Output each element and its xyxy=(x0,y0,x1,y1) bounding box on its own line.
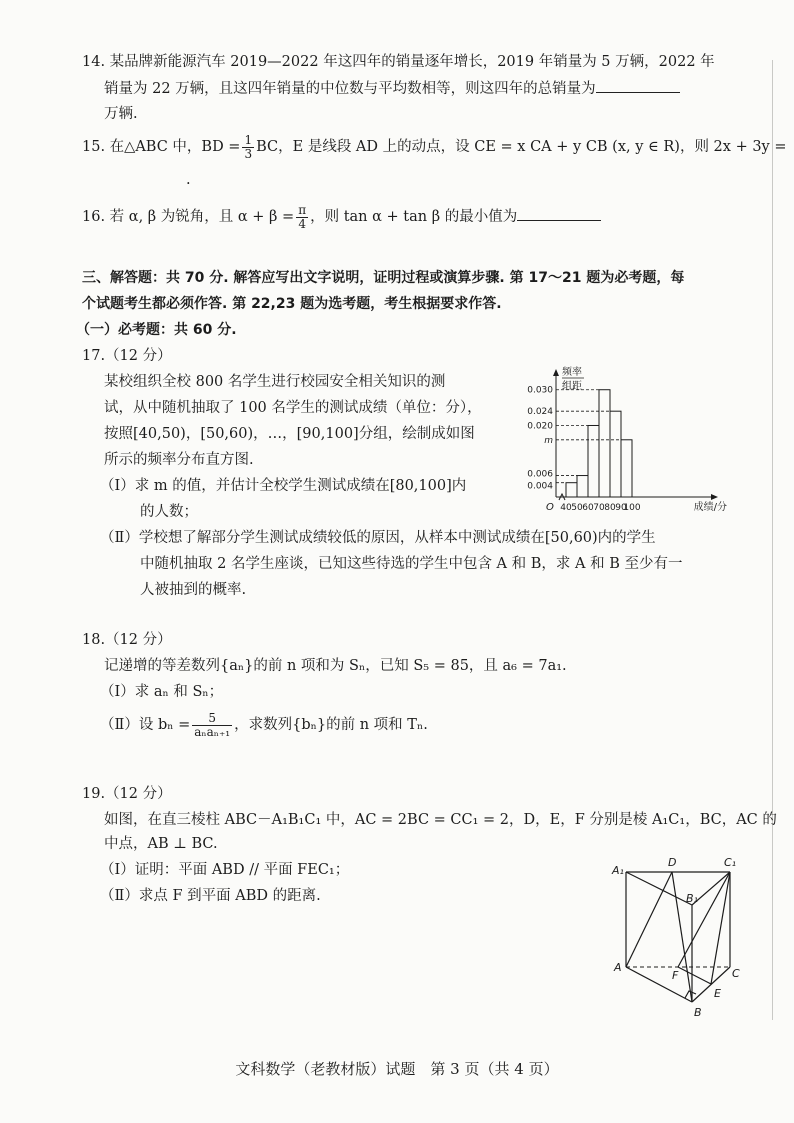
q19-l4: （Ⅱ）求点 F 到平面 ABD 的距离. xyxy=(100,888,321,904)
q17-l6: 的人数； xyxy=(140,504,198,520)
frequency-histogram xyxy=(508,366,728,516)
q15-fraction xyxy=(242,134,254,161)
y-tick-label: 0.030 xyxy=(527,385,553,396)
q15-text-b: BC，E 是线段 AD 上的动点，设 CE = x CA + y CB (x, y ∈ R)，则 2x + 3y = xyxy=(256,139,787,155)
section3-line2: 个试题考生都必须作答. 第 22,23 题为选考题，考生根据要求作答. xyxy=(82,296,502,312)
q17-l7: （Ⅱ）学校想了解部分学生测试成绩较低的原因，从样本中测试成绩在[50,60)内的学生 xyxy=(100,530,656,546)
edge-bc xyxy=(692,967,730,1002)
q18-l1: 记递增的等差数列{aₙ}的前 n 项和为 Sₙ，已知 S₅ = 85，且 a₆ = 7a₁. xyxy=(104,658,567,674)
q14-answer-blank[interactable] xyxy=(596,78,680,93)
y-tick-label: 0.020 xyxy=(527,421,553,432)
bar-[40,50) xyxy=(566,483,577,497)
q15-frac-num: 1 xyxy=(244,132,253,147)
q19-l3: （Ⅰ）证明：平面 ABD // 平面 FEC₁； xyxy=(100,862,350,878)
q18-l3-text-a: （Ⅱ）设 bₙ = xyxy=(100,717,191,733)
x-tick-label: 90 xyxy=(615,503,627,513)
label-e: E xyxy=(714,987,721,1000)
bar-[90,100] xyxy=(621,440,632,497)
q19-head: 19.（12 分） xyxy=(82,786,172,802)
q18-l3-text-b: ，求数列{bₙ}的前 n 项和 Tₙ. xyxy=(234,717,428,733)
q16-fraction xyxy=(296,204,308,231)
q15-frac-den: 3 xyxy=(244,146,253,161)
label-b: B xyxy=(694,1006,702,1019)
label-d: D xyxy=(668,856,677,869)
x-tick-label: 100 xyxy=(623,503,641,513)
q14-line1: 14. 某品牌新能源汽车 2019—2022 年这四年的销量逐年增长，2019 年销量为 5 万辆，2022 年 xyxy=(82,54,715,70)
q18-l2: （Ⅰ）求 aₙ 和 Sₙ； xyxy=(100,684,224,700)
y-axis-arrow xyxy=(553,369,559,376)
seg-da xyxy=(626,872,672,967)
seg-fe xyxy=(678,967,711,984)
y-tick-label: 0.006 xyxy=(527,469,553,480)
x-tick-label: 60 xyxy=(582,503,594,513)
q17-l1: 某校组织全校 800 名学生进行校园安全相关知识的测 xyxy=(104,374,446,390)
label-f: F xyxy=(672,969,679,982)
edge-ab xyxy=(626,967,692,1002)
q19-l2: 中点，AB ⊥ BC. xyxy=(104,836,218,852)
q17-l5: （Ⅰ）求 m 的值，并估计全校学生测试成绩在[80,100]内 xyxy=(100,478,467,494)
q18-l3 xyxy=(100,710,428,740)
section3-line3: （一）必考题：共 60 分. xyxy=(76,322,237,338)
q18-fraction xyxy=(192,712,232,739)
x-tick-label: 70 xyxy=(593,503,605,513)
q14-line2 xyxy=(104,78,680,99)
page-edge xyxy=(772,60,773,1020)
x-tick-label: 50 xyxy=(571,503,583,513)
label-c1: C₁ xyxy=(724,856,737,869)
q18-frac-num: 5 xyxy=(192,712,232,726)
label-c: C xyxy=(732,967,740,980)
y-axis-label-top: 频率 xyxy=(562,367,582,378)
prism-figure xyxy=(610,852,750,1022)
q17-l9: 人被抽到的概率. xyxy=(140,582,247,598)
q15-text-a: 15. 在△ABC 中，BD = xyxy=(82,139,241,155)
x-tick-label: 80 xyxy=(604,503,616,513)
q15-line xyxy=(82,132,787,162)
y-tick-label: 0.004 xyxy=(527,481,553,492)
q14-line2-text: 销量为 22 万辆，且这四年销量的中位数与平均数相等，则这四年的总销量为 xyxy=(104,81,596,97)
q16-line xyxy=(82,202,601,232)
q14-line3: 万辆. xyxy=(104,106,138,122)
q17-l2: 试，从中随机抽取了 100 名学生的测试成绩（单位：分）， xyxy=(104,400,482,416)
label-b1: B₁ xyxy=(686,892,698,905)
y-tick-label: 0.024 xyxy=(527,407,553,418)
q16-text-a: 16. 若 α, β 为锐角，且 α + β = xyxy=(82,209,295,225)
q18-frac-den: aₙaₙ₊₁ xyxy=(194,724,231,739)
q19-l1: 如图，在直三棱柱 ABC－A₁B₁C₁ 中，AC = 2BC = CC₁ = 2，D，E，F 分别是棱 A₁C₁，BC，AC 的 xyxy=(104,812,777,828)
bar-[70,80) xyxy=(599,390,610,497)
bar-[60,70) xyxy=(588,425,599,497)
section3-line1: 三、解答题：共 70 分. 解答应写出文字说明，证明过程或演算步骤. 第 17～21 题为必考题，每 xyxy=(82,270,685,286)
q16-frac-num: π xyxy=(298,202,307,217)
q17-l4: 所示的频率分布直方图. xyxy=(104,452,254,468)
page-footer: 文科数学（老教材版）试题 第 3 页（共 4 页） xyxy=(235,1060,559,1078)
q15-end: . xyxy=(186,172,191,188)
q16-frac-den: 4 xyxy=(298,216,306,231)
q18-head: 18.（12 分） xyxy=(82,632,172,648)
x-axis-arrow xyxy=(711,494,718,500)
y-axis-label-bottom: 组距 xyxy=(562,381,582,392)
label-a: A xyxy=(614,961,622,974)
q16-text-b: ，则 tan α + tan β 的最小值为 xyxy=(310,209,518,225)
label-a1: A₁ xyxy=(612,864,624,877)
bar-[80,90) xyxy=(610,411,621,497)
q16-answer-blank[interactable] xyxy=(517,206,601,221)
x-tick-label: 40 xyxy=(560,503,572,513)
q17-head: 17.（12 分） xyxy=(82,348,172,364)
q17-l3: 按照[40,50)，[50,60)，…，[90,100]分组，绘制成如图 xyxy=(104,426,475,442)
q17-l8: 中随机抽取 2 名学生座谈，已知这些待选的学生中包含 A 和 B，求 A 和 B 至少有一 xyxy=(140,556,683,572)
y-tick-label: m xyxy=(544,435,553,446)
bar-[50,60) xyxy=(577,476,588,497)
origin-label: O xyxy=(546,502,554,513)
x-axis-label: 成绩/分 xyxy=(693,502,727,513)
